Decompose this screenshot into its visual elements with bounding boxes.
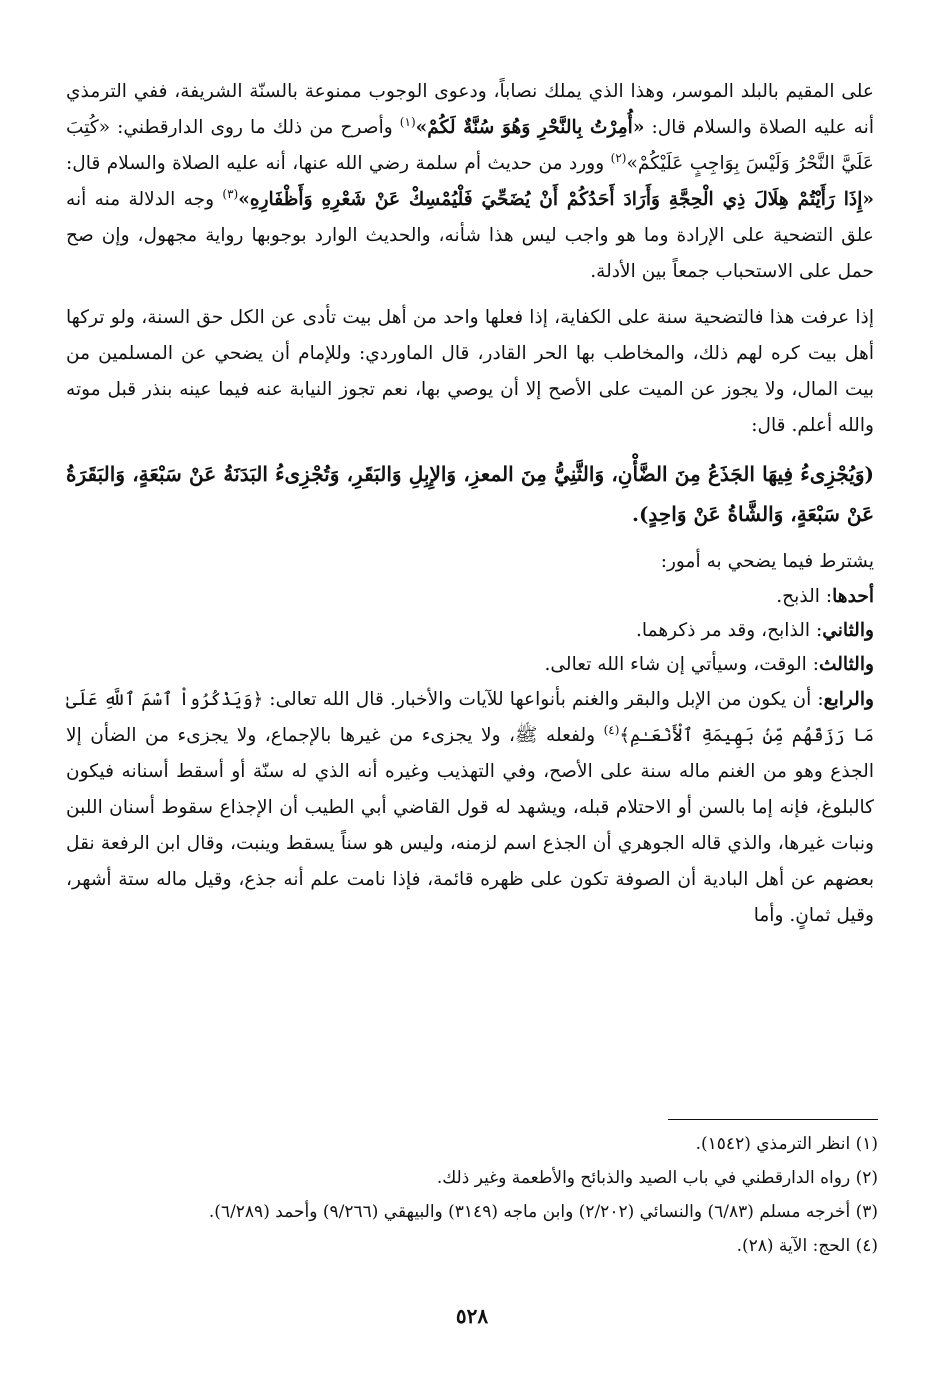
footnote-ref: (٢) — [610, 150, 627, 165]
quran-verse: ﴿وَيَذْكُرُواْ ٱسْمَ ٱللَّهِ عَلَىٰ مَا رَزَقَهُم مِّنۢ بَهِيمَةِ ٱلْأَنْعَـٰمِ﴾ — [66, 689, 875, 746]
condition-item-3 — [66, 648, 874, 682]
footnote-ref: (٣) — [222, 186, 239, 201]
footnote-3: (٣) أخرجه مسلم (٦/٨٣) والنسائي (٢/٢٠٢) وابن ماجه (٣١٤٩) والبيهقي (٩/٢٦٦) وأحمد (٦/٢٨٩). — [208, 1202, 878, 1222]
condition-label: والثالث — [818, 654, 874, 675]
hadith-quote: «كُتِبَ عَلَيَّ النَّحْرُ وَلَيْسَ بِوَاجِبٍ عَلَيْكُمْ» — [66, 117, 874, 174]
condition-text: : الوقت، وسيأتي إن شاء الله تعالى. — [544, 654, 819, 675]
page-number: ٥٢٨ — [455, 1304, 489, 1328]
footnotes — [66, 1127, 878, 1263]
paragraph-text: : أن يكون من الإبل والبقر والغنم بأنواعها للآيات والأخبار. قال الله تعالى: — [263, 689, 824, 710]
hadith-quote: «أُمِرْتُ بِالنَّحْرِ وَهُوَ سُنَّةٌ لَكُمْ» — [415, 117, 645, 138]
matn-text: (وَيُجْزِىءُ فِيهَا الجَذَعُ مِنَ الضَّأْنِ، وَالثَّنِيُّ مِنَ المعزِ، وَالإِبِلِ وَالبَقَرِ، وَتُجْزِىءُ البَدَنَةُ عَنْ سَبْعَةٍ، وَالبَقَرَةُ عَنْ سَبْعَةٍ، وَالشَّاةُ عَنْ وَاحِدٍ). — [66, 462, 874, 526]
footnote-ref: (٤) — [603, 722, 620, 737]
condition-text: : الذابح، وقد مر ذكرهما. — [636, 620, 823, 641]
paragraph-text: وأصرح من ذلك ما روى الدارقطني: — [110, 117, 400, 138]
hadith-quote: «إِذَا رَأَيْتُمْ هِلَالَ ذِي الْحِجَّةِ وَأَرَادَ أَحَدُكُمْ أَنْ يُضَحِّيَ فَلْيُمْسِكْ عَنْ شَعْرِهِ وَأَظْفَارِهِ» — [238, 189, 875, 210]
page-body — [66, 74, 874, 934]
paragraph-text: على المقيم بالبلد الموسر، وهذا الذي يملك نصاباً، ودعوى الوجوب ممنوعة بالسنّة الشريفة، ففي الترمذي أنه عليه الصلاة والسلام قال: — [66, 81, 874, 138]
paragraph-text: ولفعله ﷺ، ولا يجزىء من غيرها بالإجماع، ولا يجزىء من الضأن إلا الجذع وهو من الغنم ماله سنة على الأصح، وفي التهذيب وغيره أنه الذي له سنّة أو أسقط أسنانه فيكون كالبلوغ، فإنه إما بالسن أو الاحتلام قبله، ويشهد له قول القاضي أبي الطيب أن الإجذاع سقوط أسنان اللبن ونبات غيرها، والذي قاله الجوهري أن الجذع اسم لزمنه، وليس هو سناً يسقط وينبت، وقال ابن الرفعة نقل بعضهم عن أهل البادية أن الصوفة تكون على ظهره قائمة، فإذا نامت علم أنه جذع، وقيل ماله ستة أشهر، وقيل ثمانٍ. وأما — [66, 725, 874, 926]
condition-item-2 — [66, 614, 874, 648]
condition-label: أحدها — [832, 586, 874, 607]
footnote-4: (٤) الحج: الآية (٢٨). — [736, 1236, 878, 1256]
footnote-ref: (١) — [399, 114, 416, 129]
condition-label: والرابع — [823, 689, 874, 710]
paragraph-text: وجه الدلالة منه أنه علق التضحية على الإرادة وما هو واجب ليس هذا شأنه، والحديث الوارد بوجوبها رواية مجهول، وإن صح حمل على الاستحباب جمعاً بين الأدلة. — [66, 189, 874, 282]
condition-item-1 — [66, 580, 874, 614]
conditions-intro: يشترط فيما يضحي به أمور: — [660, 551, 874, 572]
paragraph-3 — [66, 682, 874, 934]
condition-text: : الذبح. — [776, 586, 833, 607]
footnote-divider — [668, 1119, 878, 1120]
footnote-2: (٢) رواه الدارقطني في باب الصيد والذبائح والأطعمة وغير ذلك. — [436, 1168, 878, 1188]
paragraph-text: وورد من حديث أم سلمة رضي الله عنها، أنه عليه الصلاة والسلام قال: — [66, 153, 611, 174]
paragraph-2: إذا عرفت هذا فالتضحية سنة على الكفاية، إذا فعلها واحد من أهل بيت تأدى عن الكل حق السنة، ولو تركها أهل بيت كره لهم ذلك، والمخاطب بها الحر القادر، قال الماوردي: وللإمام أن يضحي عن المسلمين من بيت المال، ولا يجوز عن الميت على الأصح إلا أن يوصي بها، نعم تجوز النيابة عنه فيما عينه بنذر قبل موته والله أعلم. قال: — [66, 307, 874, 436]
footnote-1: (١) انظر الترمذي (١٥٤٢). — [695, 1134, 878, 1154]
condition-label: والثاني — [822, 620, 874, 641]
paragraph-1 — [66, 74, 874, 290]
